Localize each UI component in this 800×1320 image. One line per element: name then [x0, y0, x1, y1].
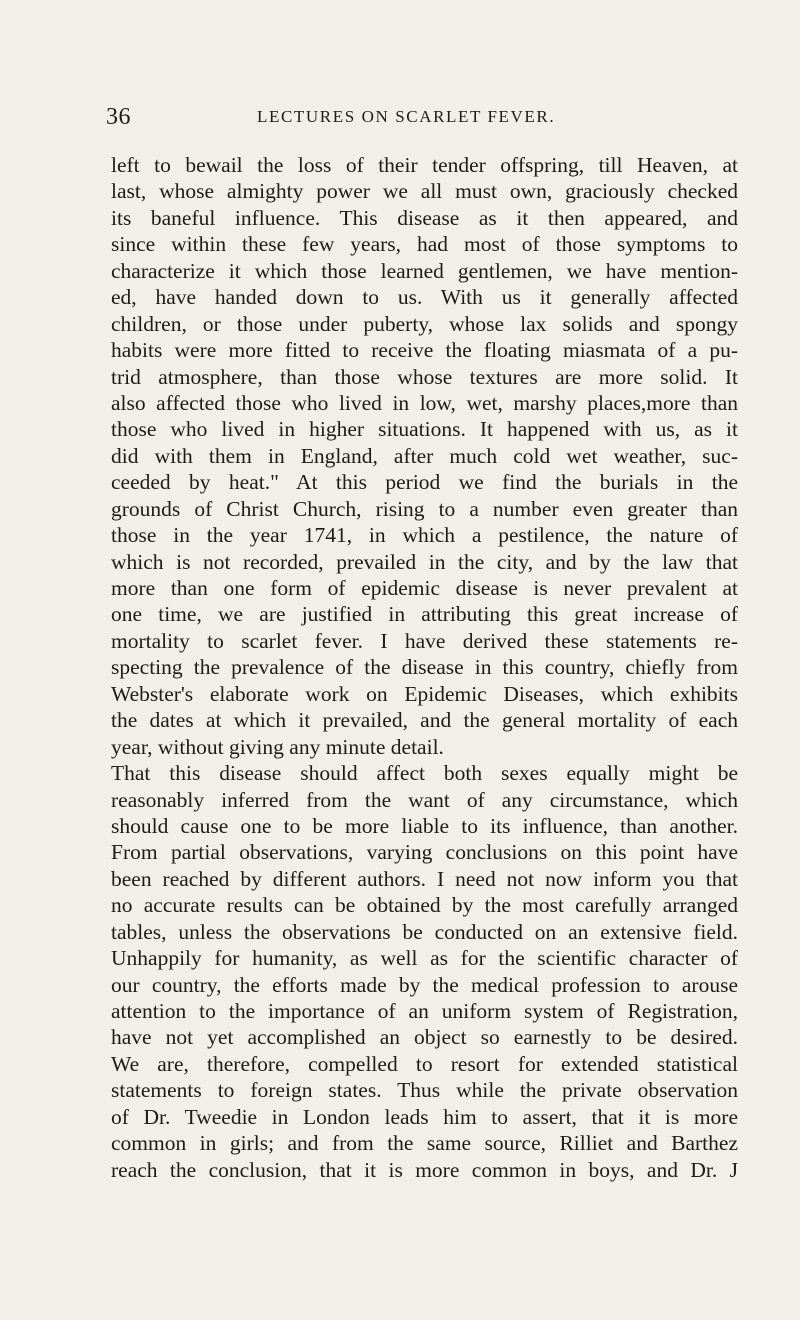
running-head: LECTURES ON SCARLET FEVER.	[257, 107, 556, 126]
text-line: grounds of Christ Church, rising to a number even greater than	[111, 496, 738, 521]
text-line: did with them in England, after much cold wet weather, suc-	[111, 443, 738, 468]
text-line: our country, the efforts made by the medical profession to arouse	[111, 972, 738, 997]
text-line: statements to foreign states. Thus while the private observation	[111, 1078, 738, 1103]
text-line: since within these few years, had most of those symptoms to	[111, 232, 738, 257]
text-line: That this disease should affect both sexes equally might be	[111, 761, 738, 786]
text-line: mortality to scarlet fever. I have derived these statements re-	[111, 628, 738, 653]
text-line: more than one form of epidemic disease is never prevalent at	[111, 576, 738, 600]
text-line: left to bewail the loss of their tender offspring, till Heaven, at	[111, 153, 738, 177]
text-line: its baneful influence. This disease as it then appeared, and	[111, 205, 738, 230]
text-line: common in girls; and from the same source, Rilliet and Barthez	[111, 1131, 738, 1156]
text-line: been reached by different authors. I need not now inform you that	[111, 866, 738, 891]
body-text	[111, 152, 738, 1183]
text-line: should cause one to be more liable to its influence, than another.	[111, 813, 738, 838]
text-line: reach the conclusion, that it is more common in boys, and Dr. J	[111, 1157, 738, 1182]
text-line: From partial observations, varying conclusions on this point have	[111, 840, 738, 865]
text-line: attention to the importance of an uniform system of Registration,	[111, 999, 738, 1023]
text-line: tables, unless the observations be conducted on an extensive field.	[111, 919, 738, 944]
text-line: last, whose almighty power we all must own, graciously checked	[111, 179, 738, 204]
text-line: those who lived in higher situations. It happened with us, as it	[111, 417, 738, 442]
text-line: which is not recorded, prevailed in the city, and by the law that	[111, 549, 738, 574]
page-header	[106, 104, 746, 134]
text-line: Unhappily for humanity, as well as for the scientific character of	[111, 946, 738, 971]
text-line: those in the year 1741, in which a pestilence, the nature of	[111, 523, 738, 548]
text-line: no accurate results can be obtained by the most carefully arranged	[111, 893, 738, 918]
text-line: We are, therefore, compelled to resort for extended statistical	[111, 1051, 738, 1076]
text-line: also affected those who lived in low, wet, marshy places,more than	[111, 390, 738, 415]
text-line: one time, we are justified in attributing this great increase of	[111, 602, 738, 627]
text-line: specting the prevalence of the disease in this country, chiefly from	[111, 655, 738, 680]
text-line: ceeded by heat." At this period we find the burials in the	[111, 470, 738, 495]
text-line: children, or those under puberty, whose lax solids and spongy	[111, 311, 738, 336]
text-line: characterize it which those learned gentlemen, we have mention-	[111, 258, 738, 283]
text-line: habits were more fitted to receive the floating miasmata of a pu-	[111, 338, 738, 363]
text-line: year, without giving any minute detail.	[111, 734, 444, 759]
text-line: trid atmosphere, than those whose textures are more solid. It	[111, 364, 738, 389]
text-line: reasonably inferred from the want of any circumstance, which	[111, 787, 738, 812]
text-line: Webster's elaborate work on Epidemic Diseases, which exhibits	[111, 681, 738, 706]
page-number: 36	[106, 104, 131, 130]
text-line: the dates at which it prevailed, and the general mortality of each	[111, 708, 738, 733]
text-line: have not yet accomplished an object so earnestly to be desired.	[111, 1025, 738, 1050]
text-line: of Dr. Tweedie in London leads him to assert, that it is more	[111, 1104, 738, 1129]
text-line: ed, have handed down to us. With us it generally affected	[111, 285, 738, 310]
